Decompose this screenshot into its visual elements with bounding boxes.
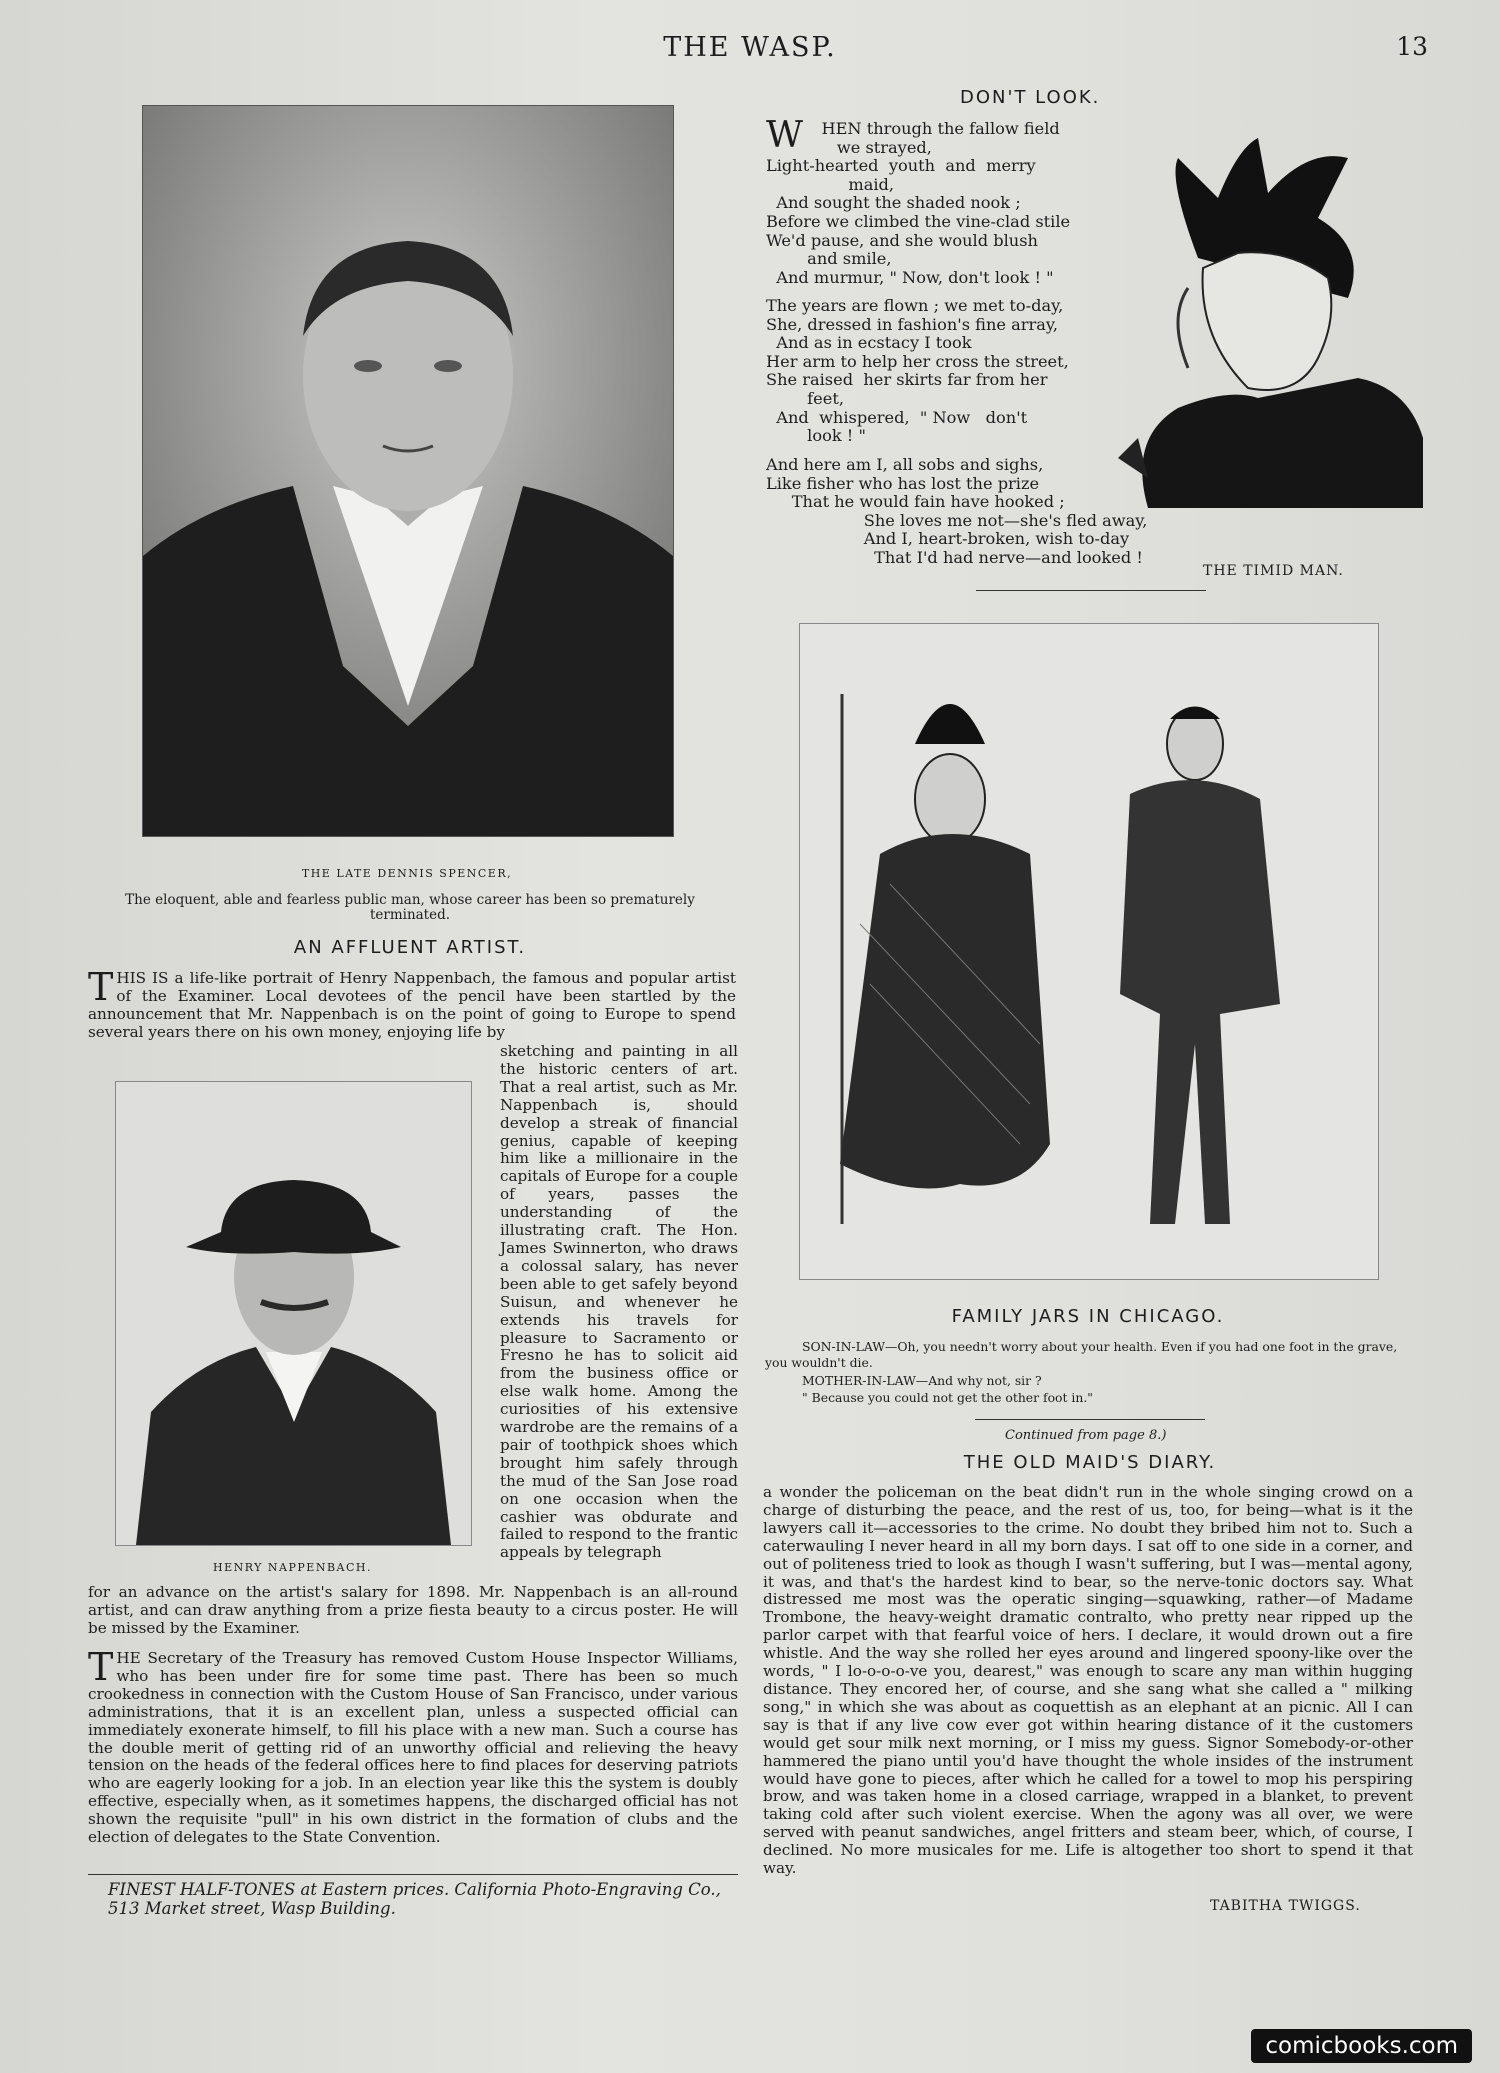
poem-line: That he would fain have hooked ; xyxy=(791,492,1065,512)
artist-outro: for an advance on the artist's salary for 1898. Mr. Nappenbach is an all-round artist, and can draw anything from a prize fiesta beauty to a circus poster. He will be missed by the Examiner. xyxy=(88,1583,738,1637)
poem-line: That I'd had nerve—and looked ! xyxy=(874,547,1143,567)
poem-line: look ! " xyxy=(807,426,866,446)
masthead: THE WASP. xyxy=(663,32,837,63)
poem-line: HEN through the fallow field xyxy=(821,119,1060,138)
cartoon-line-1 xyxy=(765,1339,1415,1371)
family-jars-cartoon xyxy=(799,623,1379,1280)
nappenbach-caption: HENRY NAPPENBACH. xyxy=(212,1561,372,1574)
poem-line: And whispered, " Now don't xyxy=(776,407,1028,427)
artist-column: sketching and painting in all the historic centers of art. That a real artist, such as Mr. Nappenbach is, should develop a streak of financial genius, capable of keeping him like a millionaire in the capitals of Europe for a couple of years, passes the understanding of the illustrating craft. The Hon. James Swinnerton, who draws a colossal salary, has never been able to get safely beyond Suisun, and whenever he extends his travels for pleasure to Sacramento or Fresno he has to solicit aid from the business office or else walk home. Among the curiosities of his extensive wardrobe are the remains of a pair of toothpick shoes which brought him safely through the mud of the San Jose road on one occasion when the cashier was obdurate and failed to respond to the frantic appeals by telegraph xyxy=(500,1042,738,1562)
poem-dropcap: W xyxy=(766,115,804,156)
diary-text: a wonder the policeman on the beat didn't run in the whole singing crowd on a charge of disturbing the peace, and the rest of us, too, for being—what is it the lawyers call it—accessories to the crime. No doubt they bribed him not to. Such a caterwauling I never heard in all my born days. I sat off to one side in a corner, and out of politeness tried to look as though I wasn't suffering, but I was—mental agony, it was, and that's the hardest kind to bear, so the nerve-tonic doctors say. What distressed me most was the operatic singing—squawking, rather—of Madame Trombone, the heavy-weight dramatic contralto, who pretty near ripped up the parlor carpet with that fearful voice of hers. I declare, it would drown out a fire whistle. And the way she rolled her eyes around and lingered spoony-like over the words, " I lo-o-o-o-ve you, dearest," was enough to scare any man within hugging distance. They encored her, of course, and she sang what she called a " milking song," in which she was about as coquettish as an elephant at an picnic. All I can say is that if any live cow ever got within hearing distance of it the customers would get sour milk next morning, or I miss my guess. Signor Somebody-or-other hammered the piano until you'd have thought the whole insides of the instrument would have gone to pieces, after which he called for a towel to mop his perspiring brow, and was taken home in a closed carriage, wrapped in a blanket, to prevent taking cold after such violent exercise. When the agony was all over, we were served with peanut sandwiches, angel fritters and steam beer, which, of course, I declined. No more musicales for me. Life is altogether too short to spend it that way. xyxy=(763,1483,1413,1878)
nappenbach-portrait xyxy=(115,1081,472,1546)
diary-continued: Continued from page 8.) xyxy=(1005,1428,1167,1443)
poem-line: and smile, xyxy=(807,249,892,269)
treasury-article xyxy=(88,1645,738,1847)
cartoon-headline: FAMILY JARS IN CHICAGO. xyxy=(951,1306,1225,1327)
poem-line: Her arm to help her cross the street, xyxy=(766,351,1069,371)
watermark-logo: comicbooks.com xyxy=(1251,2029,1472,2063)
diary-headline: THE OLD MAID'S DIARY. xyxy=(963,1452,1217,1473)
poem-line: we strayed, xyxy=(836,137,932,157)
artist-intro-text: HIS IS a life-like portrait of Henry Nappenbach, the famous and popular artist of the Examiner. Local devotees of the pencil have been startled by the announcement that Mr. Nappenbach is on the point of going to Europe to spend several years there on his own money, enjoying life by xyxy=(88,969,736,1041)
poem-line: We'd pause, and she would blush xyxy=(766,230,1038,250)
cartoon-line-3: " Because you could not get the other foot in." xyxy=(802,1390,1093,1405)
cartoon-rule xyxy=(975,1419,1205,1420)
poem-line: She, dressed in fashion's fine array, xyxy=(766,314,1059,334)
treasury-dropcap: T xyxy=(88,1645,114,1689)
poem-line: feet, xyxy=(807,388,844,408)
artist-dropcap: T xyxy=(88,965,114,1009)
ad-rule xyxy=(88,1874,738,1875)
engraving-ad: FINEST HALF-TONES at Eastern prices. California Photo-Engraving Co., 513 Market street, Wasp Building. xyxy=(108,1880,721,1918)
poem-line: She raised her skirts far from her xyxy=(766,370,1048,390)
poem-rule xyxy=(976,590,1206,591)
poem-line: maid, xyxy=(848,174,895,194)
page-number: 13 xyxy=(1396,32,1428,61)
artist-headline: AN AFFLUENT ARTIST. xyxy=(293,937,527,958)
woman-illustration xyxy=(1108,138,1423,508)
poem-line: And sought the shaded nook ; xyxy=(776,193,1021,213)
spencer-caption-name: THE LATE DENNIS SPENCER, xyxy=(301,867,513,880)
poem-title: DON'T LOOK. xyxy=(960,87,1101,108)
spencer-caption-text: The eloquent, able and fearless public man, whose career has been so prematurely terminated. xyxy=(125,892,695,923)
artist-intro xyxy=(88,965,736,1042)
cartoon-dialogue-1: SON-IN-LAW—Oh, you needn't worry about your health. Even if you had one foot in the grave, you wouldn't die. xyxy=(765,1339,1398,1370)
poem-line: Like fisher who has lost the prize xyxy=(766,473,1040,493)
poem-line: And murmur, " Now, don't look ! " xyxy=(776,267,1054,287)
poem-line: And I, heart-broken, wish to-day xyxy=(863,529,1130,549)
poem-line: Light-hearted youth and merry xyxy=(766,156,1036,176)
poem-line: Before we climbed the vine-clad stile xyxy=(766,211,1071,231)
cartoon-line-2: MOTHER-IN-LAW—And why not, sir ? xyxy=(802,1373,1042,1388)
treasury-text: HE Secretary of the Treasury has removed Custom House Inspector Williams, who has been under fire for some time past. There has been so much crookedness in connection with the Custom House of San Francisco, under various administrations, that it is an excellent plan, unless a suspected official can immediately exonerate himself, to fill his place with a new man. Such a course has the double merit of getting rid of an unworthy official and relieving the heavy tension on the heads of the federal offices here to find places for deserving patriots who are eagerly looking for a job. In an election year like this the system is doubly effective, especially when, as it sometimes happens, the discharged official has not shown the requisite "pull" in his own district in the formation of clubs and the election of delegates to the State Convention. xyxy=(88,1649,738,1847)
poem-stanza-1 xyxy=(766,115,1086,287)
diary-signature: TABITHA TWIGGS. xyxy=(1210,1898,1361,1914)
poem-line: And as in ecstacy I took xyxy=(776,333,972,353)
poem-line: She loves me not—she's fled away, xyxy=(863,510,1148,530)
poem-signature: THE TIMID MAN. xyxy=(1203,563,1344,579)
poem-line: The years are flown ; we met to-day, xyxy=(766,296,1064,315)
spencer-portrait xyxy=(142,105,674,837)
poem-stanza-2 xyxy=(766,297,1086,446)
poem-line: And here am I, all sobs and sighs, xyxy=(766,455,1044,474)
